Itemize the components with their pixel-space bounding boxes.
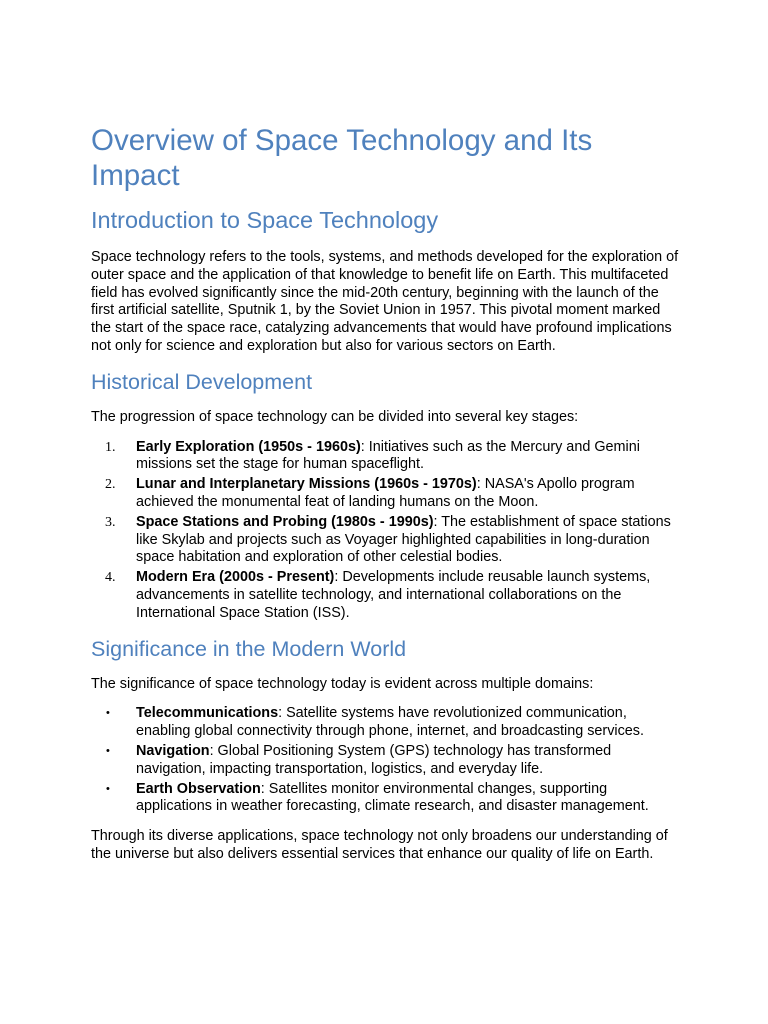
closing-paragraph: Through its diverse applications, space technology not only broadens our understanding of the universe but also delivers essential services that enhance our quality of life on Earth. <box>91 828 668 862</box>
history-stage-item <box>91 514 680 567</box>
domain-text: : Global Positioning System (GPS) technology has transformed navigation, impacting transportation, logistics, and everyday life. <box>136 742 612 777</box>
bullet-icon: • <box>106 707 110 720</box>
list-number: 2. <box>105 477 116 493</box>
history-stage-item <box>91 439 680 475</box>
bullet-icon: • <box>106 782 110 795</box>
domain-item <box>91 781 680 817</box>
stage-text: : Developments include reusable launch systems, advancements in satellite technology, and international collaborations on the International Space Station (ISS). <box>136 569 651 621</box>
domain-term: Telecommunications <box>136 705 279 722</box>
significance-domain-list <box>91 705 680 816</box>
domain-term: Navigation <box>136 742 210 759</box>
significance-heading: Significance in the Modern World <box>91 636 407 661</box>
history-stage-item <box>91 569 680 622</box>
list-number: 4. <box>105 570 116 586</box>
bullet-icon: • <box>106 744 110 757</box>
domain-item <box>91 743 680 779</box>
stage-term: Modern Era (2000s - Present) <box>136 569 335 586</box>
stage-text: : The establishment of space stations like Skylab and projects such as Voyager highlighted capabilities in long-duration space habitation and exploration of other celestial bodies. <box>136 513 671 566</box>
domain-text: : Satellite systems have revolutionized communication, enabling global connectivity through phone, internet, and broadcasting services. <box>136 705 645 740</box>
document-title: Overview of Space Technology and Its Impact <box>91 124 593 192</box>
domain-term: Earth Observation <box>136 780 261 797</box>
stage-text: : NASA's Apollo program achieved the monumental feat of landing humans on the Moon. <box>136 476 635 510</box>
stage-text: : Initiatives such as the Mercury and Gemini missions set the stage for human spaceflight. <box>136 438 640 473</box>
list-number: 3. <box>105 514 116 530</box>
history-stage-list <box>91 439 680 623</box>
list-number: 1. <box>105 439 116 455</box>
intro-paragraph: Space technology refers to the tools, systems, and methods developed for the exploration of outer space and the application of that knowledge to benefit life on Earth. This multifaceted field has evolved significantly since the mid-20th century, beginning with the launch of the first artificial satellite, Sputnik 1, by the Soviet Union in 1957. This pivotal moment marked the start of the space race, catalyzing advancements that would have profound implications not only for science and exploration but also for various sectors on Earth. <box>91 249 679 354</box>
significance-lead: The significance of space technology today is evident across multiple domains: <box>91 675 594 692</box>
history-stage-item <box>91 476 680 512</box>
domain-item <box>91 705 680 741</box>
history-heading: Historical Development <box>91 369 313 394</box>
stage-term: Space Stations and Probing (1980s - 1990s) <box>136 513 434 530</box>
stage-term: Lunar and Interplanetary Missions (1960s - 1970s) <box>136 476 477 493</box>
domain-text: : Satellites monitor environmental changes, supporting applications in weather forecasting, climate research, and disaster management. <box>136 780 649 815</box>
intro-heading: Introduction to Space Technology <box>91 207 439 233</box>
history-lead: The progression of space technology can be divided into several key stages: <box>91 408 579 425</box>
stage-term: Early Exploration (1950s - 1960s) <box>136 438 361 455</box>
